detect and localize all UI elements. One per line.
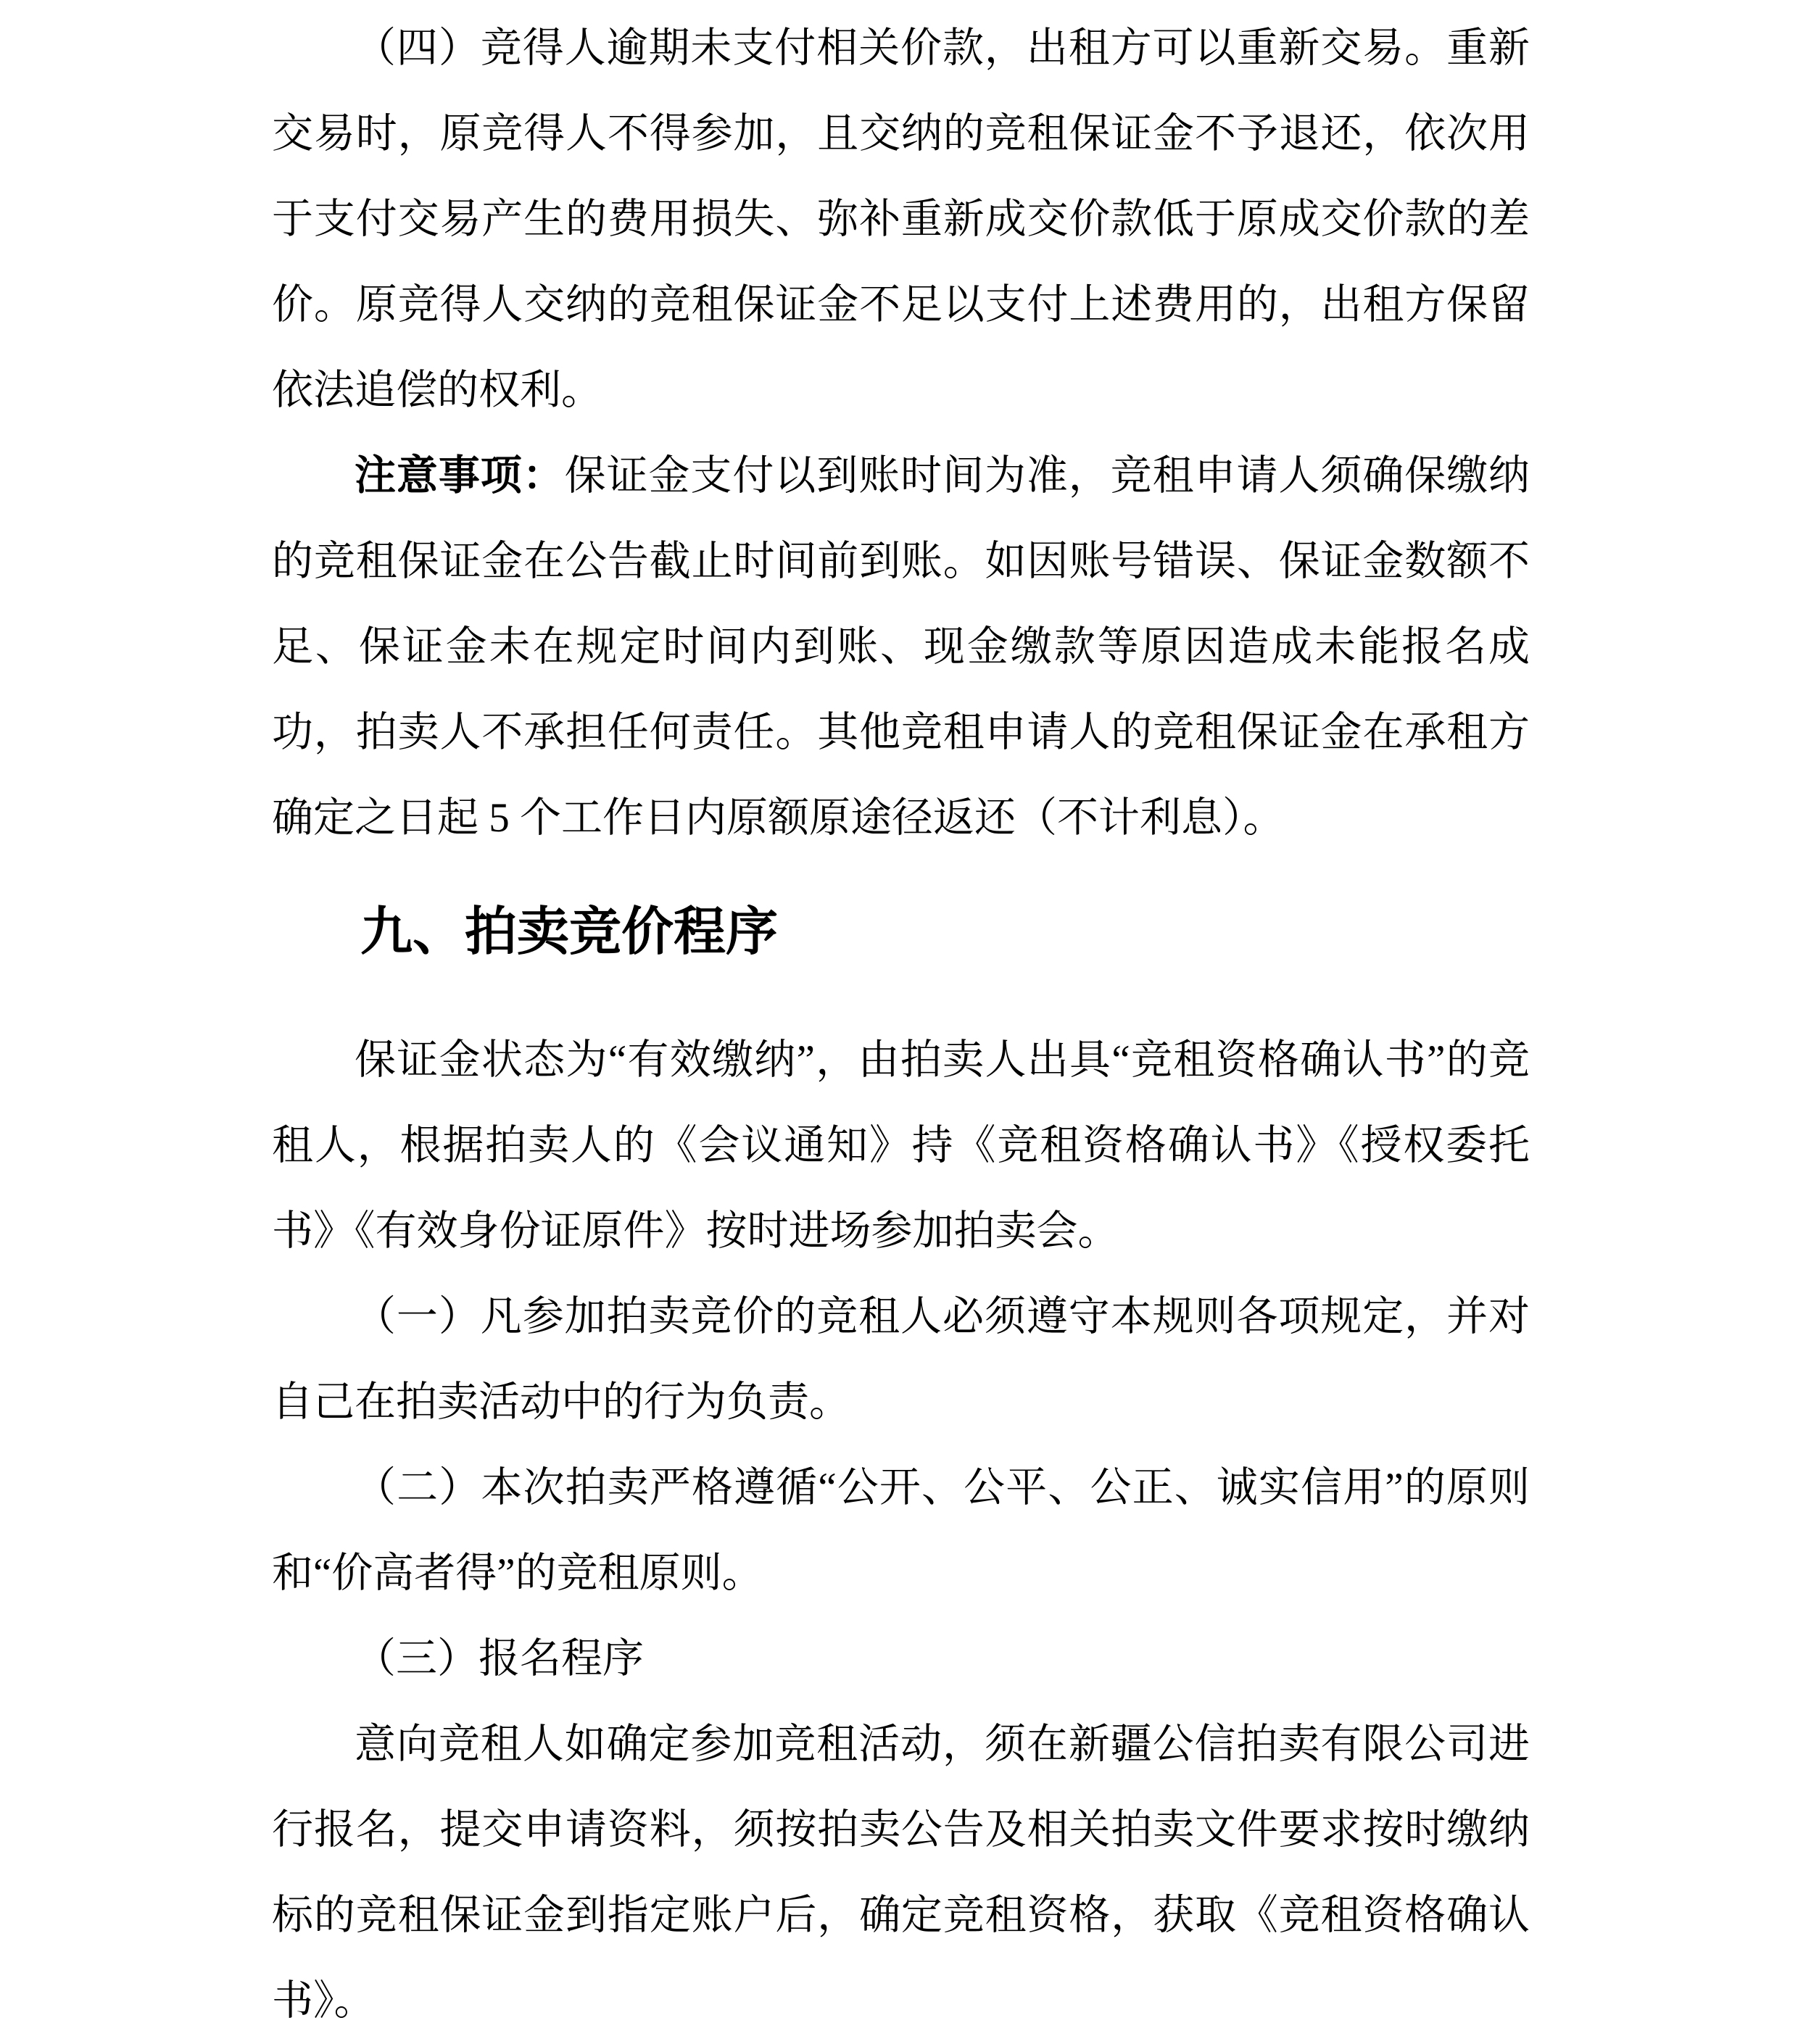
paragraph-item4: （四）竞得人逾期未支付相关价款，出租方可以重新交易。重新交易时，原竞得人不得参加，且交纳的竞租保证金不予退还，依次用于支付交易产生的费用损失、弥补重新成交价款低于原成交价款的差价。原竞得人交纳的竞租保证金不足以支付上述费用的，出租方保留依法追偿的权利。 <box>272 25 1530 413</box>
notice-label: 注意事项： <box>355 453 565 499</box>
paragraph-signup: 意向竞租人如确定参加竞租活动，须在新疆公信拍卖有限公司进行报名，提交申请资料，须按拍卖公告及相关拍卖文件要求按时缴纳标的竞租保证金到指定账户后，确定竞租资格，获取《竞租资格确认书》。 <box>272 1721 1530 2024</box>
paragraph-rule3: （三）报名程序 <box>355 1636 644 1682</box>
section-heading-auction-bidding-procedure: 九、拍卖竞价程序 <box>360 903 779 961</box>
paragraph-rule2: （二）本次拍卖严格遵循“公开、公平、公正、诚实信用”的原则和“价高者得”的竞租原则。 <box>272 1465 1530 1596</box>
notice-text: 保证金支付以到账时间为准，竞租申请人须确保缴纳的竞租保证金在公告截止时间前到账。如因账号错误、保证金数额不足、保证金未在规定时间内到账、现金缴款等原因造成未能报名成功，拍卖人不承担任何责任。其他竞租申请人的竞租保证金在承租方确定之日起 5 个工作日内原额原途径返还（不计利息）。 <box>272 453 1530 841</box>
paragraph-notice <box>272 433 1530 861</box>
paragraph-rule1: （一）凡参加拍卖竞价的竞租人必须遵守本规则各项规定，并对自己在拍卖活动中的行为负责。 <box>272 1294 1530 1425</box>
paragraph-qualification: 保证金状态为“有效缴纳”，由拍卖人出具“竞租资格确认书”的竞租人，根据拍卖人的《会议通知》持《竞租资格确认书》《授权委托书》《有效身份证原件》按时进场参加拍卖会。 <box>272 1037 1530 1254</box>
